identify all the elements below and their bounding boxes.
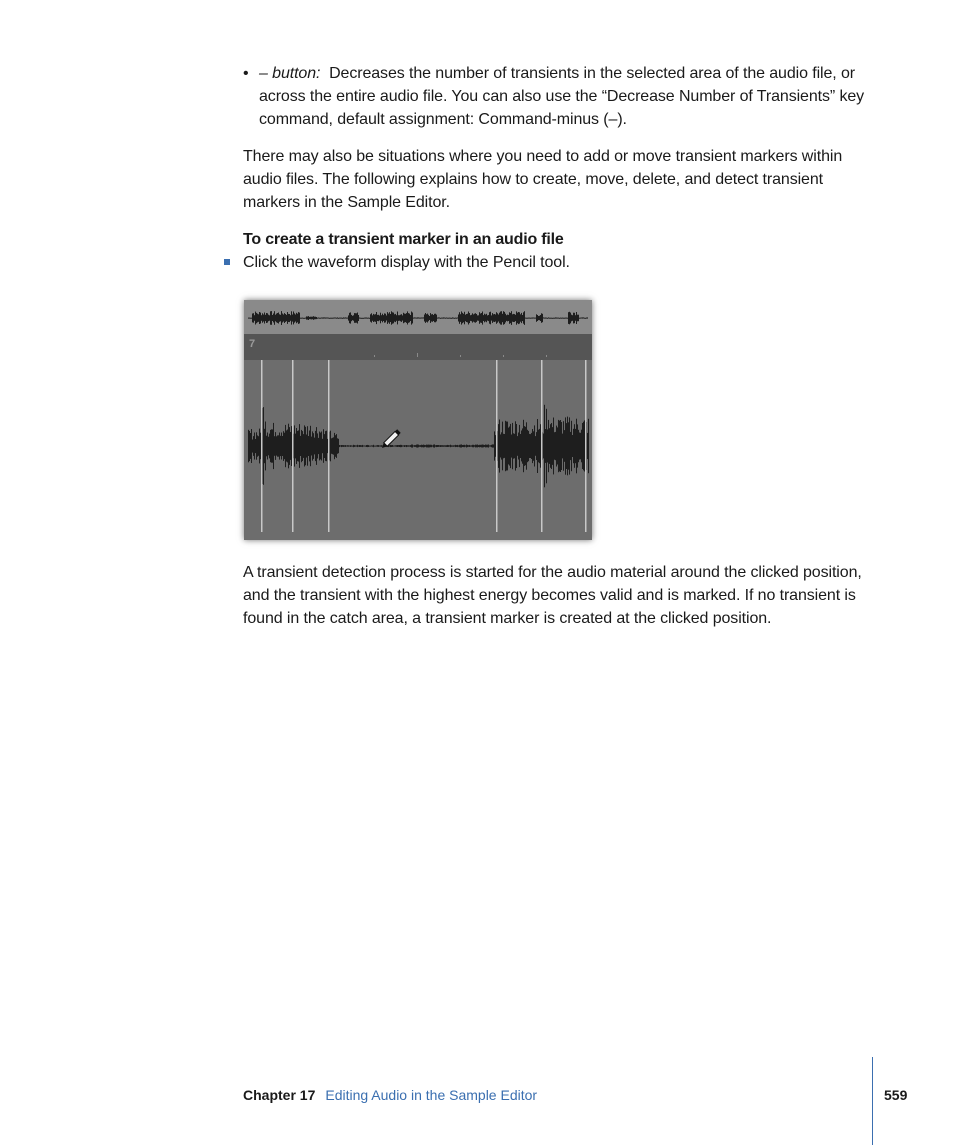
transient-marker bbox=[292, 360, 294, 532]
chapter-label: Chapter 17 bbox=[243, 1087, 316, 1103]
sample-editor-screenshot bbox=[244, 300, 592, 540]
task-step bbox=[224, 251, 884, 274]
bullet-item bbox=[243, 62, 883, 131]
ruler-bar-number: 7 bbox=[249, 338, 256, 350]
transient-marker bbox=[496, 360, 498, 532]
task-step-text: Click the waveform display with the Pencil tool. bbox=[243, 254, 570, 271]
bullet-text: Decreases the number of transients in the selected area of the audio file, or across the entire audio file. You can also use the “Decrease Number of Transients” key command, default assignment: Command-minus (–). bbox=[259, 65, 865, 128]
transient-marker bbox=[261, 360, 263, 532]
paragraph-result: A transient detection process is started for the audio material around the clicked position, and the transient with the highest energy becomes valid and is marked. If no transient is found in the catch area, a transient marker is created at the clicked position. bbox=[243, 564, 862, 627]
footer-divider bbox=[872, 1057, 873, 1145]
chapter-title: Editing Audio in the Sample Editor bbox=[325, 1087, 538, 1103]
step-square-marker bbox=[224, 259, 230, 265]
paragraph-intro: There may also be situations where you need to add or move transient markers within audio files. The following explains how to create, move, delete, and detect transient markers in the Sample Editor. bbox=[243, 148, 843, 211]
bullet-term: – button: bbox=[259, 65, 321, 82]
transient-marker bbox=[541, 360, 543, 532]
task-heading: To create a transient marker in an audio file bbox=[243, 231, 564, 248]
footer-chapter bbox=[243, 1086, 537, 1104]
page-number: 559 bbox=[884, 1087, 908, 1103]
transient-marker bbox=[328, 360, 330, 532]
transient-marker bbox=[585, 360, 587, 532]
bullet-marker: • bbox=[243, 65, 249, 82]
